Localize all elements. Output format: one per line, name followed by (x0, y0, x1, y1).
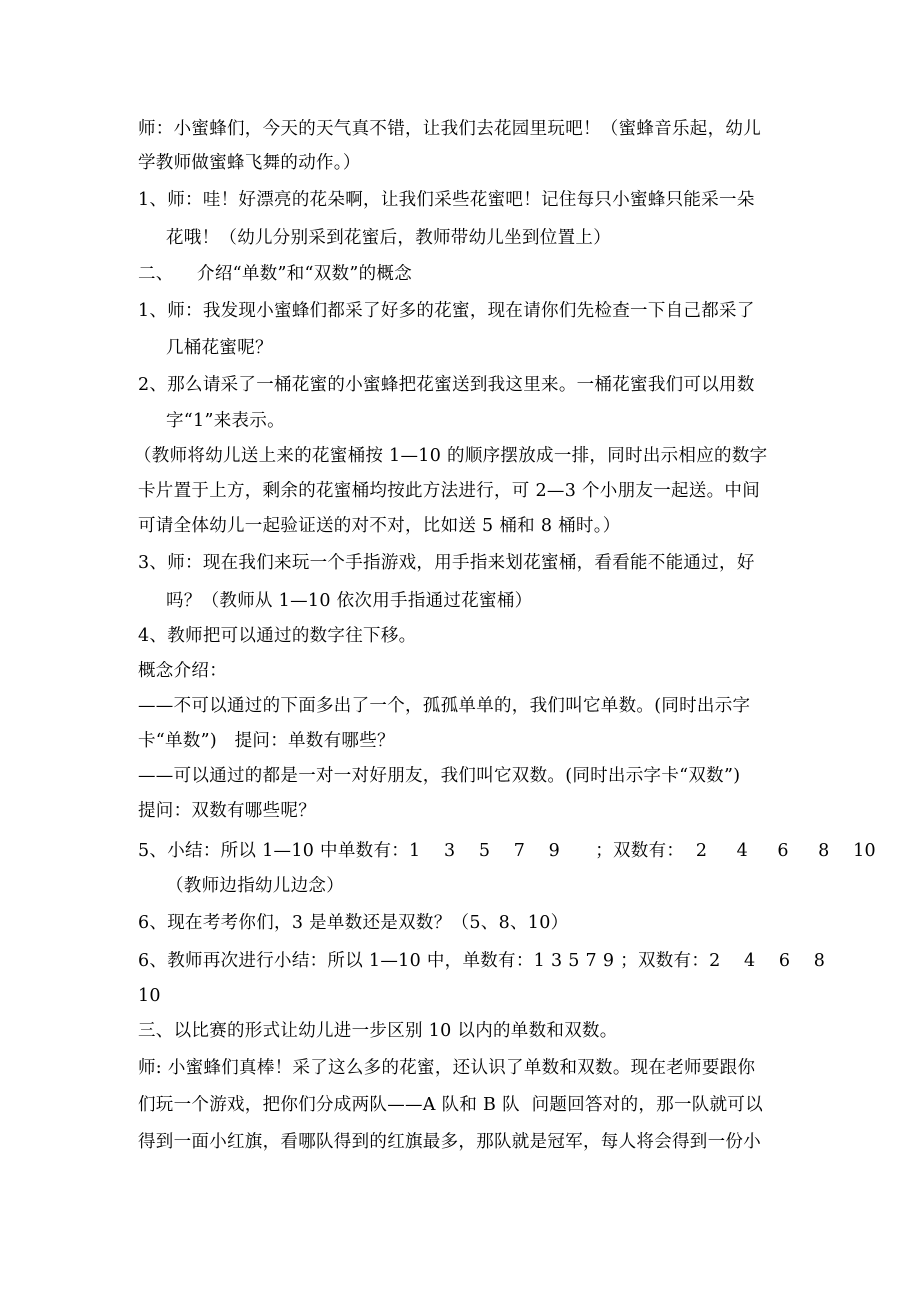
text-line: 几桶花蜜呢？ (166, 338, 273, 358)
text-line: 字“1”来表示。 (166, 411, 285, 431)
text-line: 可请全体幼儿一起验证送的对不对，比如送 5 桶和 8 桶时。） (138, 516, 621, 536)
text-line: 3、师：现在我们来玩一个手指游戏，用手指来划花蜜桶，看看能不能通过，好 (138, 553, 755, 573)
section-heading: 三、以比赛的形式让幼儿进一步区别 10 以内的单数和双数。 (138, 1021, 618, 1041)
text-line: （教师边指幼儿边念） (166, 876, 344, 896)
text-line: 10 (138, 986, 161, 1006)
text-line: 概念介绍： (138, 661, 227, 681)
text-line: 师：小蜜蜂们，今天的天气真不错，让我们去花园里玩吧！（蜜蜂音乐起，幼儿 (138, 119, 761, 139)
text-line: 吗？（教师从 1—10 依次用手指通过花蜜桶） (166, 591, 533, 611)
text-line: 学教师做蜜蜂飞舞的动作。） (138, 153, 361, 173)
text-line: ——不可以通过的下面多出了一个，孤孤单单的，我们叫它单数。(同时出示字 (138, 696, 751, 716)
text-line: 卡片置于上方，剩余的花蜜桶均按此方法进行，可 2—3 个小朋友一起送。中间 (138, 481, 760, 501)
text-line: 1、师：我发现小蜜蜂们都采了好多的花蜜，现在请你们先检查一下自己都采了 (138, 301, 755, 321)
text-line: 卡“单数”) 提问：单数有哪些？ (138, 731, 395, 751)
text-line: 花哦！（幼儿分别采到花蜜后，教师带幼儿坐到位置上） (166, 228, 611, 248)
text-line: 得到一面小红旗，看哪队得到的红旗最多，那队就是冠军，每人将会得到一份小 (138, 1132, 761, 1152)
section-heading: 二、 介绍“单数”和“双数”的概念 (138, 264, 413, 284)
text-line: 们玩一个游戏，把你们分成两队——A 队和 B 队 问题回答对的，那一队就可以 (138, 1095, 764, 1115)
text-line: 5、小结：所以 1—10 中单数有：1 3 5 7 9 ；双数有： 2 4 6 8 10 (138, 841, 876, 861)
text-line: （教师将幼儿送上来的花蜜桶按 1—10 的顺序摆放成一排，同时出示相应的数字 (134, 446, 768, 466)
text-line: 4、教师把可以通过的数字往下移。 (138, 626, 417, 646)
text-line: 6、现在考考你们，3 是单数还是双数？（5、8、10） (138, 913, 569, 933)
text-line: ——可以通过的都是一对一对好朋友，我们叫它双数。(同时出示字卡“双数”) (138, 766, 741, 786)
text-line: 1、师：哇！好漂亮的花朵啊，让我们采些花蜜吧！记住每只小蜜蜂只能采一朵 (138, 190, 755, 210)
text-line: 提问：双数有哪些呢？ (138, 801, 316, 821)
text-line: 6、教师再次进行小结：所以 1—10 中，单数有：1 3 5 7 9 ；双数有：2 4 6 8 (138, 951, 826, 971)
text-line: 2、那么请采了一桶花蜜的小蜜蜂把花蜜送到我这里来。一桶花蜜我们可以用数 (138, 375, 755, 395)
text-line: 师: 小蜜蜂们真棒！采了这么多的花蜜，还认识了单数和双数。现在老师要跟你 (138, 1058, 756, 1078)
